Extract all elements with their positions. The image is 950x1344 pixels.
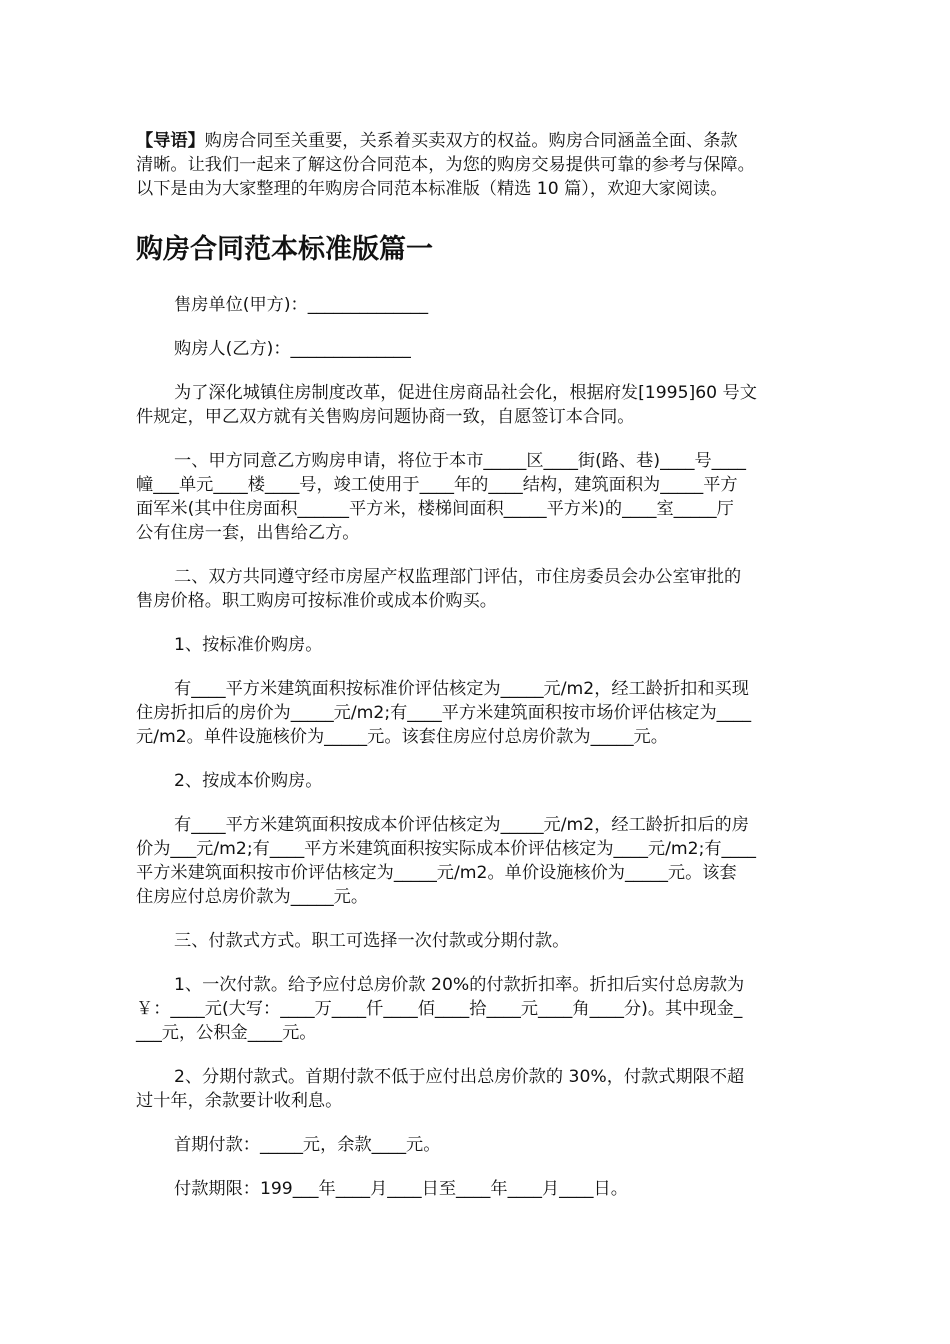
paragraph-line: 住房应付总房价款为_____元。 — [136, 887, 369, 907]
paragraph-line: 过十年，余款要计收利息。 — [136, 1091, 343, 1111]
contract-paragraph — [136, 565, 816, 613]
paragraph-line: 售房单位(甲方)：______________ — [174, 295, 429, 315]
paragraph-line: ___元，公积金____元。 — [136, 1023, 317, 1043]
contract-paragraph — [136, 813, 816, 909]
contract-paragraph — [136, 769, 816, 793]
contract-paragraph — [136, 293, 816, 317]
paragraph-line: 幢___单元____楼____号，竣工使用于____年的____结构，建筑面积为_____平方 — [136, 475, 738, 495]
paragraph-line: 元/m2。单件设施核价为_____元。该套住房应付总房价款为_____元。 — [136, 727, 668, 747]
contract-paragraph — [136, 677, 816, 749]
contract-paragraphs — [136, 293, 816, 1201]
paragraph-line: 1、一次付款。给予应付总房价款 20%的付款折扣率。折扣后实付总房款为 — [174, 975, 745, 995]
intro-line-1 — [136, 129, 816, 153]
contract-paragraph — [136, 381, 816, 429]
contract-paragraph — [136, 449, 816, 545]
paragraph-line: 公有住房一套，出售给乙方。 — [136, 523, 360, 543]
paragraph-line: 2、分期付款式。首期付款不低于应付出总房价款的 30%，付款式期限不超 — [174, 1067, 745, 1087]
paragraph-line: 价为___元/m2;有____平方米建筑面积按实际成本价评估核定为____元/m2;有____ — [136, 839, 756, 859]
paragraph-line: 为了深化城镇住房制度改革，促进住房商品社会化，根据府发[1995]60 号文 — [174, 383, 757, 403]
document-body — [136, 129, 816, 1201]
paragraph-line: 2、按成本价购房。 — [174, 771, 323, 791]
contract-paragraph — [136, 973, 816, 1045]
paragraph-line: 三、付款式方式。职工可选择一次付款或分期付款。 — [174, 931, 570, 951]
intro-line-2: 清晰。让我们一起来了解这份合同范本，为您的购房交易提供可靠的参考与保障。 — [136, 155, 755, 175]
contract-paragraph — [136, 633, 816, 657]
paragraph-line: 平方米建筑面积按市价评估核定为_____元/m2。单价设施核价为_____元。该套 — [136, 863, 737, 883]
paragraph-line: 售房价格。职工购房可按标准价或成本价购买。 — [136, 591, 497, 611]
paragraph-line: 一、甲方同意乙方购房申请，将位于本市_____区____街(路、巷)____号____ — [174, 451, 747, 471]
paragraph-line: 住房折扣后的房价为_____元/m2;有____平方米建筑面积按市场价评估核定为____ — [136, 703, 752, 723]
intro-line-text: 购房合同至关重要，关系着买卖双方的权益。购房合同涵盖全面、条款 — [204, 131, 738, 151]
section-heading: 购房合同范本标准版篇一 — [136, 234, 433, 265]
contract-paragraph — [136, 337, 816, 361]
paragraph-line: ￥：____元(大写：____万____仟____佰____拾____元____角____分)。其中现金_ — [136, 999, 743, 1019]
paragraph-line: 首期付款：_____元，余款____元。 — [174, 1135, 441, 1155]
paragraph-line: 1、按标准价购房。 — [174, 635, 323, 655]
paragraph-line: 有____平方米建筑面积按标准价评估核定为_____元/m2，经工龄折扣和买现 — [174, 679, 749, 699]
intro-lead: 【导语】 — [136, 131, 205, 151]
paragraph-line: 购房人(乙方)：______________ — [174, 339, 411, 359]
contract-paragraph — [136, 929, 816, 953]
contract-paragraph — [136, 1065, 816, 1113]
paragraph-line: 付款期限：199___年____月____日至____年____月____日。 — [174, 1179, 628, 1199]
paragraph-line: 有____平方米建筑面积按成本价评估核定为_____元/m2，经工龄折扣后的房 — [174, 815, 749, 835]
contract-paragraph — [136, 1177, 816, 1201]
paragraph-line: 件规定，甲乙双方就有关售购房问题协商一致，自愿签订本合同。 — [136, 407, 635, 427]
paragraph-line: 面军米(其中住房面积______平方米，楼梯间面积_____平方米)的____室_____厅 — [136, 499, 734, 519]
intro-paragraph — [136, 129, 816, 201]
intro-line-3: 以下是由为大家整理的年购房合同范本标准版（精选 10 篇），欢迎大家阅读。 — [136, 179, 728, 199]
contract-paragraph — [136, 1133, 816, 1157]
paragraph-line: 二、双方共同遵守经市房屋产权监理部门评估，市住房委员会办公室审批的 — [174, 567, 742, 587]
